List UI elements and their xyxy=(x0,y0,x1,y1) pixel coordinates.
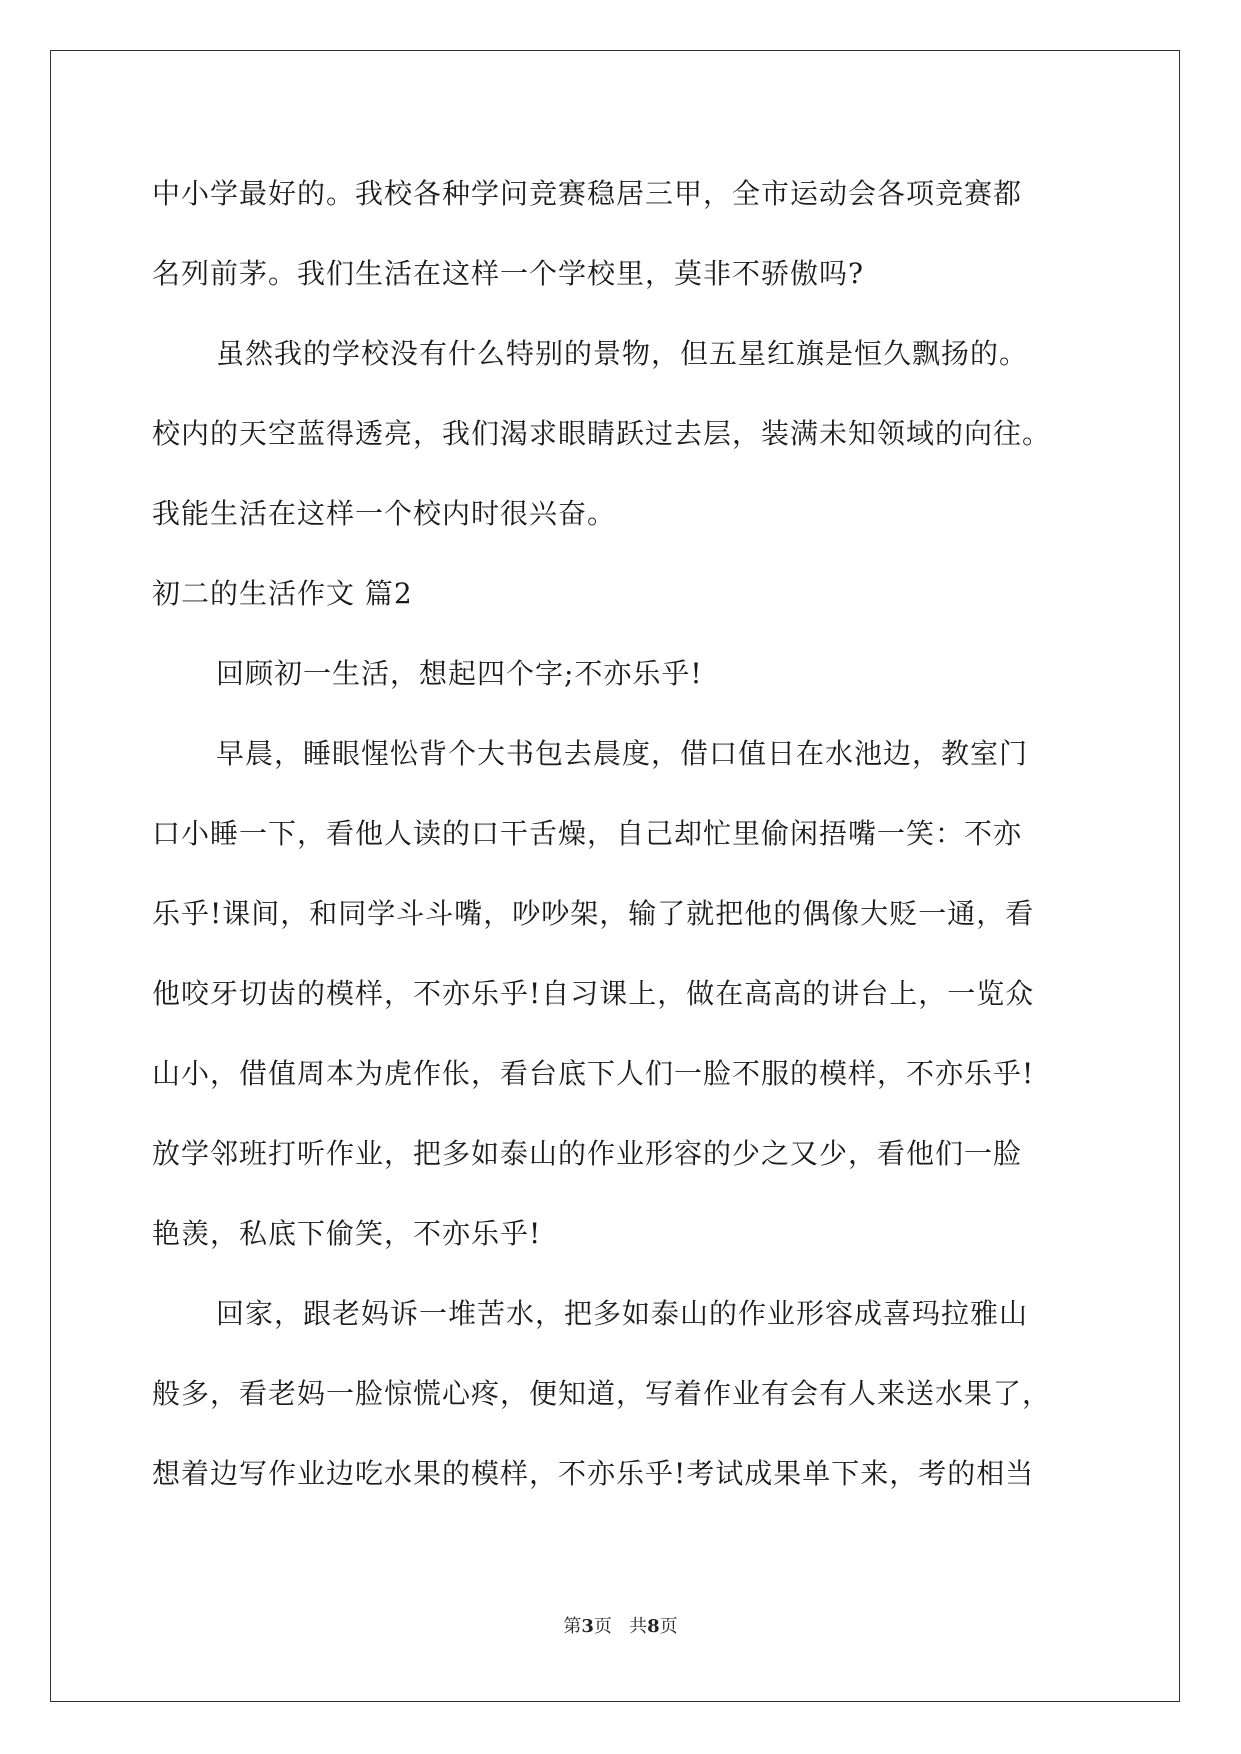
text-line: 中小学最好的。我校各种学问竞赛稳居三甲，全市运动会各项竞赛都 xyxy=(152,177,1023,210)
text-line: 虽然我的学校没有什么特别的景物，但五星红旗是恒久飘扬的。 xyxy=(216,337,1029,370)
page-total: 8 xyxy=(647,1616,660,1637)
page-suffix: 页 xyxy=(593,1616,612,1637)
text-line: 想着边写作业边吃水果的模样，不亦乐乎!考试成果单下来，考的相当 xyxy=(152,1457,1035,1490)
page-prefix: 第 xyxy=(563,1616,582,1637)
text-line: 回家，跟老妈诉一堆苦水，把多如泰山的作业形容成喜玛拉雅山 xyxy=(216,1297,1029,1330)
total-prefix: 共 xyxy=(629,1616,648,1637)
text-line: 般多，看老妈一脸惊慌心疼，便知道，写着作业有会有人来送水果了， xyxy=(152,1377,1052,1410)
text-line: 放学邻班打听作业，把多如泰山的作业形容的少之又少，看他们一脸 xyxy=(152,1137,1023,1170)
text-line: 口小睡一下，看他人读的口干舌燥，自己却忙里偷闲捂嘴一笑：不亦 xyxy=(152,817,1023,850)
text-line: 乐乎!课间，和同学斗斗嘴，吵吵架，输了就把他的偶像大贬一通，看 xyxy=(152,897,1035,930)
text-line: 回顾初一生活，想起四个字;不亦乐乎! xyxy=(216,657,703,690)
section-heading: 初二的生活作文 篇2 xyxy=(152,577,413,610)
text-line: 山小，借值周本为虎作伥，看台底下人们一脸不服的模样，不亦乐乎! xyxy=(152,1057,1035,1090)
text-line: 校内的天空蓝得透亮，我们渴求眼睛跃过去层，装满未知领域的向往。 xyxy=(152,417,1052,450)
text-line: 我能生活在这样一个校内时很兴奋。 xyxy=(152,497,617,530)
page-current: 3 xyxy=(581,1616,594,1637)
page-footer xyxy=(0,1612,1241,1638)
text-line: 名列前茅。我们生活在这样一个学校里，莫非不骄傲吗? xyxy=(152,257,865,290)
total-suffix: 页 xyxy=(659,1616,678,1637)
text-line: 早晨，睡眼惺忪背个大书包去晨度，借口值日在水池边，教室门 xyxy=(216,737,1029,770)
text-line: 艳羡，私底下偷笑，不亦乐乎! xyxy=(152,1217,542,1250)
text-line: 他咬牙切齿的模样，不亦乐乎!自习课上，做在高高的讲台上，一览众 xyxy=(152,977,1035,1010)
document-body xyxy=(152,160,1092,1514)
